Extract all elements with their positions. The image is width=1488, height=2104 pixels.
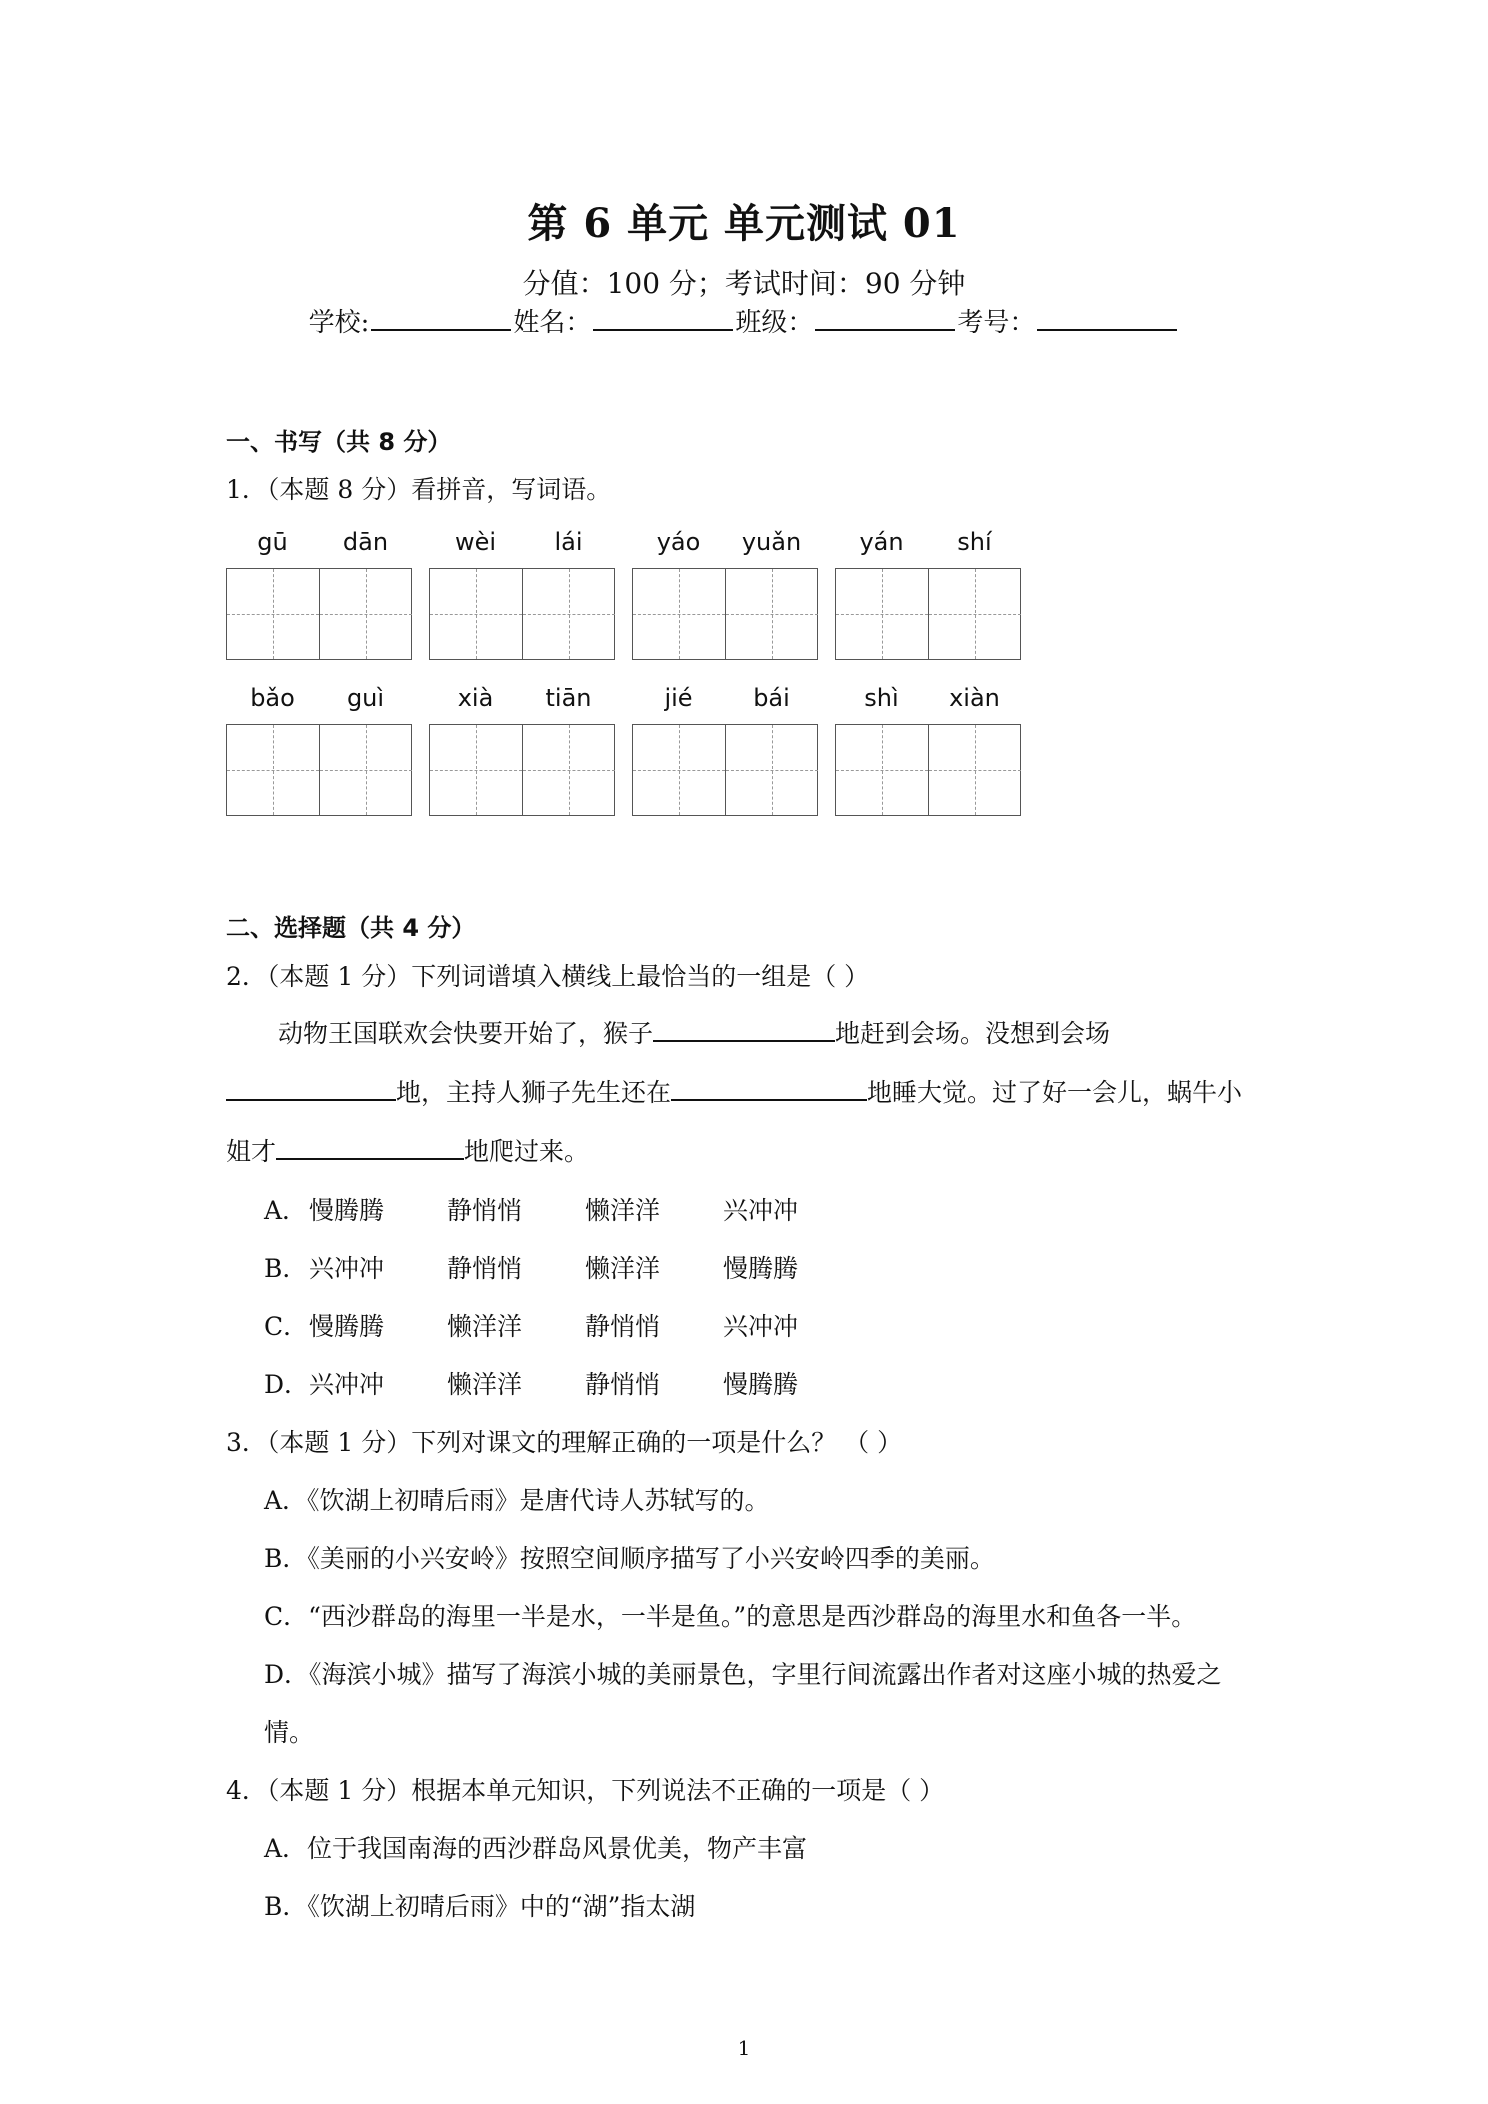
page-title: 第 6 单元 单元测试 01 xyxy=(527,200,961,247)
exam-subtitle: 分值：100 分；考试时间：90 分钟 xyxy=(522,267,966,300)
name-label: 姓名： xyxy=(513,308,592,338)
option-word: 懒洋洋 xyxy=(585,1254,661,1283)
passage-text: 地，主持人狮子先生还在 xyxy=(396,1078,672,1107)
grid-cell[interactable] xyxy=(633,569,725,659)
option-word: 懒洋洋 xyxy=(447,1312,523,1341)
name-blank[interactable] xyxy=(593,307,733,331)
option-b[interactable]: B．《美丽的小兴安岭》按照空间顺序描写了小兴安岭四季的美丽。 xyxy=(264,1544,995,1573)
option-word: 懒洋洋 xyxy=(447,1370,523,1399)
pinyin-label: lái xyxy=(554,528,583,556)
writing-grid[interactable] xyxy=(835,568,1021,660)
option-word: 慢腾腾 xyxy=(309,1312,385,1341)
grid-cell[interactable] xyxy=(430,725,522,815)
grid-cell[interactable] xyxy=(522,725,614,815)
passage-text: 地爬过来。 xyxy=(464,1137,590,1166)
question-1-stem: 1．（本题 8 分）看拼音，写词语。 xyxy=(226,475,612,504)
writing-grid[interactable] xyxy=(429,724,615,816)
option-word: 慢腾腾 xyxy=(309,1196,385,1225)
option-word: 慢腾腾 xyxy=(723,1254,799,1283)
pinyin-label: jié xyxy=(664,684,693,712)
option-word: 静悄悄 xyxy=(585,1312,661,1341)
passage-blank[interactable] xyxy=(653,1014,835,1042)
pinyin-group xyxy=(632,528,818,660)
option-a[interactable]: A．《饮湖上初晴后雨》是唐代诗人苏轼写的。 xyxy=(264,1486,770,1515)
number-blank[interactable] xyxy=(1037,307,1177,331)
class-blank[interactable] xyxy=(815,307,955,331)
question-3-stem: 3．（本题 1 分）下列对课文的理解正确的一项是什么？ （ ） xyxy=(226,1428,903,1457)
pinyin-group xyxy=(429,528,615,660)
pinyin-group xyxy=(632,684,818,816)
passage-blank[interactable] xyxy=(671,1073,867,1101)
option-key: A． xyxy=(264,1196,308,1225)
option-word: 静悄悄 xyxy=(585,1370,661,1399)
writing-grid[interactable] xyxy=(429,568,615,660)
pinyin-label: yuǎn xyxy=(741,528,802,556)
pinyin-group xyxy=(226,684,412,816)
pinyin-label: gū xyxy=(257,528,288,556)
grid-cell[interactable] xyxy=(319,569,411,659)
option-b[interactable] xyxy=(264,1249,861,1285)
writing-grid[interactable] xyxy=(632,568,818,660)
passage-blank[interactable] xyxy=(226,1073,396,1101)
pinyin-label: xià xyxy=(457,684,494,712)
pinyin-group xyxy=(835,528,1021,660)
option-key: C． xyxy=(264,1312,309,1341)
grid-cell[interactable] xyxy=(725,569,817,659)
page-number: 1 xyxy=(737,2036,751,2060)
writing-grid[interactable] xyxy=(835,724,1021,816)
option-word: 静悄悄 xyxy=(447,1196,523,1225)
grid-cell[interactable] xyxy=(725,725,817,815)
passage-blank[interactable] xyxy=(276,1132,464,1160)
pinyin-label: shí xyxy=(957,528,992,556)
grid-cell[interactable] xyxy=(836,725,928,815)
option-d[interactable] xyxy=(264,1365,861,1401)
pinyin-label: guì xyxy=(346,684,385,712)
section-heading-writing: 一、书写（共 8 分） xyxy=(226,428,452,456)
option-a[interactable]: A．位于我国南海的西沙群岛风景优美，物产丰富 xyxy=(264,1834,808,1863)
grid-cell[interactable] xyxy=(227,569,319,659)
school-label: 学校: xyxy=(308,308,370,338)
pinyin-label: tiān xyxy=(545,684,592,712)
grid-cell[interactable] xyxy=(836,569,928,659)
option-key: B． xyxy=(264,1254,308,1283)
grid-cell[interactable] xyxy=(633,725,725,815)
option-key: D． xyxy=(264,1370,310,1399)
option-c[interactable]: C．“西沙群岛的海里一半是水，一半是鱼。”的意思是西沙群岛的海里水和鱼各一半。 xyxy=(264,1602,1197,1631)
passage-text: 地睡大觉。过了好一会儿，蜗牛小 xyxy=(867,1078,1243,1107)
option-word: 兴冲冲 xyxy=(309,1254,385,1283)
pinyin-label: yáo xyxy=(656,528,701,556)
writing-grid[interactable] xyxy=(226,724,412,816)
option-b[interactable]: B．《饮湖上初晴后雨》中的“湖”指太湖 xyxy=(264,1892,696,1921)
question-2-stem: 2．（本题 1 分）下列词谱填入横线上最恰当的一组是（ ） xyxy=(226,962,870,991)
pinyin-label: shì xyxy=(864,684,899,712)
grid-cell[interactable] xyxy=(319,725,411,815)
grid-cell[interactable] xyxy=(227,725,319,815)
writing-grid[interactable] xyxy=(632,724,818,816)
grid-cell[interactable] xyxy=(928,569,1020,659)
option-word: 兴冲冲 xyxy=(309,1370,385,1399)
option-a[interactable] xyxy=(264,1191,861,1227)
option-d[interactable]: D．《海滨小城》描写了海滨小城的美丽景色，字里行间流露出作者对这座小城的热爱之 xyxy=(264,1660,1222,1689)
pinyin-label: bǎo xyxy=(250,684,295,712)
pinyin-label: wèi xyxy=(454,528,497,556)
pinyin-label: dān xyxy=(342,528,389,556)
number-label: 考号： xyxy=(957,308,1036,338)
question-2-passage xyxy=(226,1004,1276,1181)
writing-grid[interactable] xyxy=(226,568,412,660)
section-heading-choice: 二、选择题（共 4 分） xyxy=(226,914,476,942)
option-d-continued: 情。 xyxy=(264,1718,315,1747)
option-word: 静悄悄 xyxy=(447,1254,523,1283)
option-word: 慢腾腾 xyxy=(723,1370,799,1399)
pinyin-group xyxy=(429,684,615,816)
option-word: 懒洋洋 xyxy=(585,1196,661,1225)
passage-text: 动物王国联欢会快要开始了，猴子 xyxy=(278,1019,654,1048)
pinyin-label: xiàn xyxy=(949,684,1000,712)
pinyin-group xyxy=(226,528,412,660)
option-word: 兴冲冲 xyxy=(723,1196,799,1225)
pinyin-group xyxy=(835,684,1021,816)
question-4-stem: 4．（本题 1 分）根据本单元知识，下列说法不正确的一项是（ ） xyxy=(226,1776,945,1805)
pinyin-label: bái xyxy=(753,684,790,712)
grid-cell[interactable] xyxy=(928,725,1020,815)
pinyin-label: yán xyxy=(859,528,904,556)
passage-text: 地赶到会场。没想到会场 xyxy=(835,1019,1111,1048)
grid-cell[interactable] xyxy=(522,569,614,659)
school-blank[interactable] xyxy=(371,307,511,331)
option-word: 兴冲冲 xyxy=(723,1312,799,1341)
grid-cell[interactable] xyxy=(430,569,522,659)
passage-text: 姐才 xyxy=(226,1137,277,1166)
option-c[interactable] xyxy=(264,1307,861,1343)
student-info-line xyxy=(0,302,1488,339)
class-label: 班级： xyxy=(735,308,814,338)
